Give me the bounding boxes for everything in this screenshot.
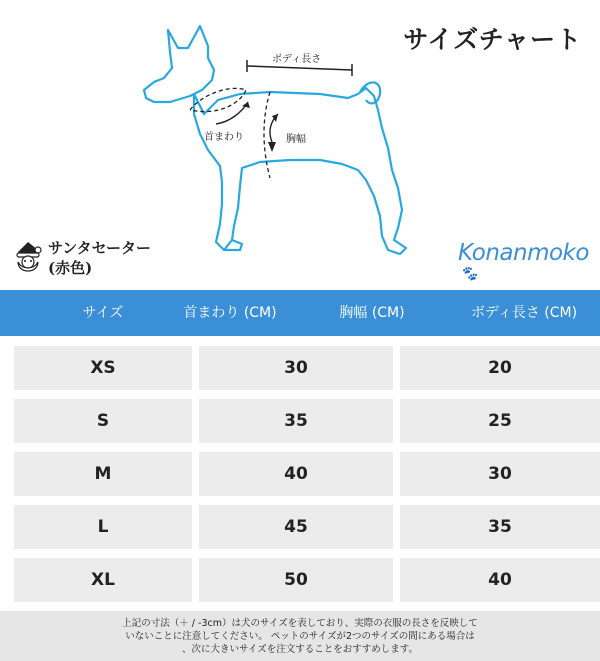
- cell-body: 35: [400, 505, 600, 549]
- cell-neck: 50: [199, 558, 393, 602]
- table-row: [0, 399, 600, 443]
- diagram-area: [0, 0, 600, 290]
- chest-measure-line: [264, 92, 270, 178]
- size-note: [0, 611, 600, 661]
- body-length-line: [247, 66, 352, 70]
- cell-size: S: [14, 399, 192, 443]
- cell-size: XL: [14, 558, 192, 602]
- cell-size: M: [14, 452, 192, 496]
- cell-body: 40: [400, 558, 600, 602]
- cell-neck: 30: [199, 346, 393, 390]
- table-row: [0, 558, 600, 602]
- table-row: [0, 505, 600, 549]
- cell-body: 25: [400, 399, 600, 443]
- brand-logo: [458, 240, 600, 293]
- table-row: [0, 346, 600, 390]
- cell-body: 20: [400, 346, 600, 390]
- header-chest: 胸幅 (CM): [339, 305, 405, 321]
- table-header: [0, 290, 600, 336]
- santa-icon: [14, 240, 42, 276]
- cell-neck: 45: [199, 505, 393, 549]
- header-size: サイズ: [82, 305, 124, 321]
- product-color: (赤色): [48, 259, 93, 277]
- body-length-label: ボディ長さ: [272, 54, 322, 65]
- cell-neck: 40: [199, 452, 393, 496]
- header-neck: 首まわり (CM): [183, 305, 277, 321]
- note-line: いないことに注意してください。 ペットのサイズが2つのサイズの間にある場合は: [125, 631, 475, 642]
- neck-label: 首まわり: [204, 132, 244, 143]
- paw-icon: 🐾: [460, 266, 477, 282]
- note-line: 上記の寸法（＋ / -3cm）は犬のサイズを表しており、実際の衣服の長さを反映して: [122, 618, 478, 629]
- table-row: [0, 452, 600, 496]
- cell-neck: 35: [199, 399, 393, 443]
- header-body-length: ボディ長さ (CM): [470, 305, 578, 321]
- chest-label: 胸幅: [286, 134, 306, 145]
- dog-outline-diagram: [130, 18, 410, 268]
- product-info: [14, 238, 151, 278]
- cell-size: L: [14, 505, 192, 549]
- note-line: 、次に大きいサイズを注文することをおすすめします。: [181, 644, 419, 655]
- product-name: サンタセーター: [48, 239, 152, 257]
- cell-body: 30: [400, 452, 600, 496]
- page-title: サイズチャート: [403, 25, 582, 54]
- cell-size: XS: [14, 346, 192, 390]
- brand-name: Konanmoko: [458, 240, 589, 266]
